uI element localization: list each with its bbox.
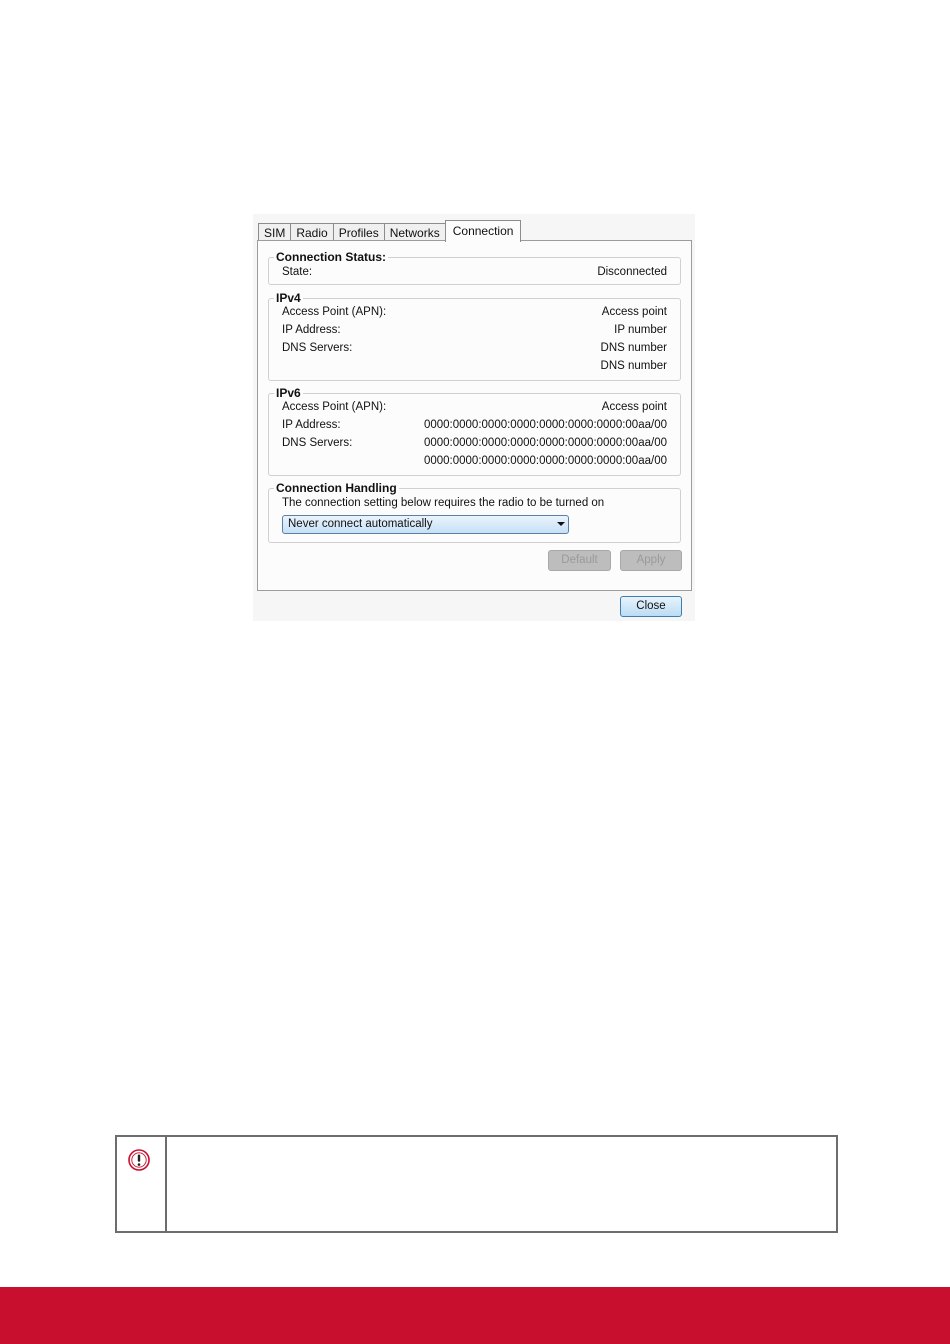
- ipv6-dns-row: [282, 435, 667, 451]
- chevron-down-icon: [557, 522, 565, 526]
- connection-settings-dialog: [253, 214, 695, 621]
- default-button[interactable]: Default: [548, 550, 611, 571]
- connection-mode-selected: Never connect automatically: [288, 518, 433, 530]
- ipv4-apn-row: [282, 304, 667, 320]
- ipv4-ip-row: [282, 322, 667, 338]
- connection-mode-select[interactable]: [282, 515, 569, 534]
- ipv6-ip-row: [282, 417, 667, 433]
- ipv4-dns-label: DNS Servers:: [282, 342, 353, 354]
- tab-radio[interactable]: Radio: [290, 223, 333, 242]
- ipv6-title: IPv6: [276, 386, 301, 400]
- ipv4-dns-row: [282, 340, 667, 356]
- connection-handling-group: [268, 481, 681, 543]
- ipv6-dns-row-2: [282, 453, 667, 469]
- close-button[interactable]: Close: [620, 596, 682, 617]
- state-label: State:: [282, 266, 313, 278]
- note-icon-cell: [117, 1137, 167, 1231]
- tab-panel-connection: [257, 240, 692, 591]
- tab-profiles[interactable]: Profiles: [333, 223, 385, 242]
- note-box: [115, 1135, 838, 1233]
- ipv4-dns-value-2: DNS number: [600, 360, 667, 372]
- ipv6-apn-value: Access point: [601, 401, 667, 413]
- connection-status-title: Connection Status:: [276, 250, 386, 264]
- ipv6-apn-label: Access Point (APN):: [282, 401, 387, 413]
- ipv6-apn-row: [282, 399, 667, 415]
- ipv4-ip-value: IP number: [614, 324, 667, 336]
- ipv4-title: IPv4: [276, 291, 301, 305]
- connection-handling-note: The connection setting below requires the radio to be turned on: [282, 497, 605, 509]
- ipv4-group: [268, 291, 681, 381]
- ipv4-ip-label: IP Address:: [282, 324, 341, 336]
- ipv6-group: [268, 386, 681, 476]
- ipv6-ip-value: 0000:0000:0000:0000:0000:0000:0000:00aa/00: [423, 419, 667, 431]
- apply-button[interactable]: Apply: [620, 550, 682, 571]
- connection-status-group: [268, 250, 681, 285]
- connection-handling-title: Connection Handling: [276, 481, 397, 495]
- ipv4-apn-value: Access point: [601, 306, 667, 318]
- state-row: [282, 264, 667, 280]
- ipv4-dns-value-1: DNS number: [600, 342, 667, 354]
- ipv6-dns-label: DNS Servers:: [282, 437, 353, 449]
- tab-sim[interactable]: SIM: [258, 223, 291, 242]
- tab-bar: [258, 219, 520, 241]
- ipv6-ip-label: IP Address:: [282, 419, 341, 431]
- warning-circle-icon: [126, 1147, 152, 1173]
- state-value: Disconnected: [597, 266, 667, 278]
- ipv4-apn-label: Access Point (APN):: [282, 306, 387, 318]
- tab-networks[interactable]: Networks: [384, 223, 446, 242]
- tab-connection[interactable]: Connection: [445, 220, 522, 242]
- ipv6-dns-value-2: 0000:0000:0000:0000:0000:0000:0000:00aa/00: [423, 455, 667, 467]
- ipv4-dns-row-2: [282, 358, 667, 374]
- ipv6-dns-value-1: 0000:0000:0000:0000:0000:0000:0000:00aa/00: [423, 437, 667, 449]
- footer-bar: [0, 1287, 950, 1344]
